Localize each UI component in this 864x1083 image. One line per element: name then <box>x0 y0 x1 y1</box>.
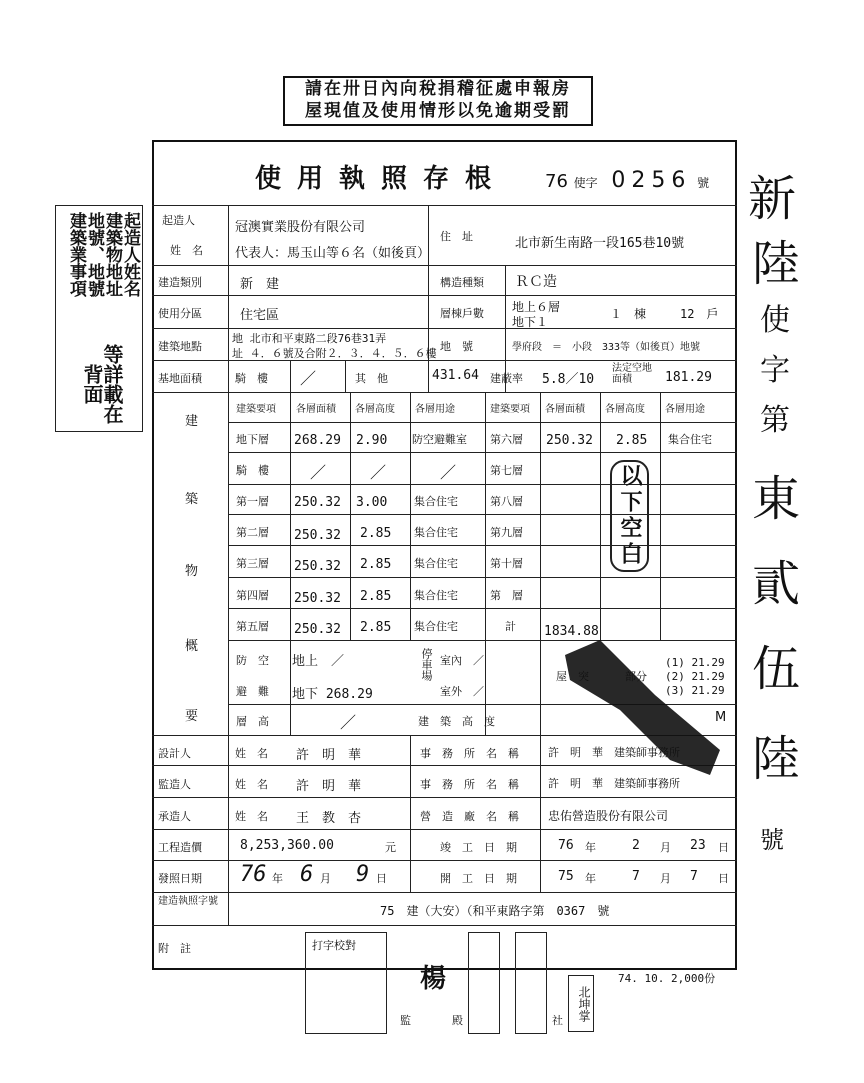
floor-height-value: ／ <box>340 713 357 732</box>
side-col-4: 建築業事項 <box>66 212 86 297</box>
row-l-5-area: 250.32 <box>294 591 341 606</box>
done-day: 23 <box>690 838 706 853</box>
coverage-label: 建蔽率 <box>490 372 523 385</box>
proof-stamp <box>305 932 387 1034</box>
shelter-above: 地上 ／ <box>292 654 345 669</box>
designer-office: 許 明 華 建築師事務所 <box>548 746 680 759</box>
issue-m: 月 <box>320 872 331 885</box>
row-r-5-item: 第 層 <box>490 589 523 602</box>
margin-char-1: 新 <box>748 171 797 227</box>
row-l-2-area: 250.32 <box>294 495 341 510</box>
issue-day: 9 <box>356 862 370 887</box>
side-info-box <box>55 205 143 432</box>
parking-in: 室內 ／ <box>440 654 484 667</box>
done-label: 竣 工 日 期 <box>440 841 517 854</box>
row-l-1-height: ／ <box>370 463 387 482</box>
notice-line-2: 屋現值及使用情形以免逾期受罰 <box>305 101 571 121</box>
done-y: 年 <box>585 841 596 854</box>
struct-label: 構造種類 <box>440 276 484 289</box>
owner-rep: 代表人：馬玉山等６名（如後頁） <box>235 246 431 261</box>
row-l-0-area: 268.29 <box>294 433 341 448</box>
shelter-below: 地下 268.29 <box>292 687 373 702</box>
owner-address: 北市新生南路一段165巷10號 <box>515 236 685 251</box>
owner-role-label: 起造人 <box>162 214 195 227</box>
row-r-6-item: 計 <box>505 620 516 633</box>
row-l-4-height: 2.85 <box>360 557 392 572</box>
floors-above: 地上６層 <box>512 300 561 314</box>
row-r-3-item: 第九層 <box>490 526 523 539</box>
issue-y: 年 <box>272 872 283 885</box>
margin-char-8: 伍 <box>752 641 801 697</box>
contractor-name-label: 姓 名 <box>235 810 268 823</box>
hdr-use-l: 各層用途 <box>415 404 455 415</box>
struct-value: ＲＣ造 <box>515 274 557 290</box>
seal-1 <box>468 932 500 1034</box>
row-l-1-item: 騎 樓 <box>236 464 269 477</box>
row-r-0-area: 250.32 <box>546 433 593 448</box>
row-l-1-area: ／ <box>310 463 327 482</box>
designer-label: 設計人 <box>158 747 191 760</box>
row-l-3-item: 第二層 <box>236 526 269 539</box>
cost-label: 工程造價 <box>158 841 202 854</box>
issue-year: 76 <box>240 862 267 887</box>
row-l-5-use: 集合住宅 <box>414 589 458 602</box>
floors-label: 層棟戶數 <box>440 307 484 320</box>
notes-label: 附 註 <box>158 942 191 955</box>
hdr-item-l: 建築要項 <box>236 404 276 415</box>
bldg-side-1: 建 <box>185 414 199 429</box>
shelter-label-1: 防 空 <box>236 654 269 667</box>
supervisor-office-label: 事 務 所 名 稱 <box>420 778 519 791</box>
location-label: 建築地點 <box>158 340 202 353</box>
supervisor-office: 許 明 華 建築師事務所 <box>548 777 680 790</box>
bldg-height-label: 建 築 高 度 <box>418 715 495 728</box>
usage-label: 使用分區 <box>158 307 202 320</box>
location-line1: 地 北市和平東路二段76巷31弄 <box>232 332 387 345</box>
seal-2 <box>515 932 547 1034</box>
supervisor-name: 許 明 華 <box>296 779 362 794</box>
row-l-4-item: 第三層 <box>236 557 269 570</box>
arcade-value: ／ <box>300 369 317 388</box>
designer-name: 許 明 華 <box>296 748 362 763</box>
roof-label: 屋 突 <box>556 670 589 683</box>
row-r-6-area: 1834.88 <box>544 624 599 639</box>
row-l-2-item: 第一層 <box>236 495 269 508</box>
start-m: 月 <box>660 872 671 885</box>
bldg-side-2: 築 <box>185 492 199 507</box>
row-l-4-use: 集合住宅 <box>414 557 458 570</box>
sign-3: 殿 <box>452 1014 463 1027</box>
cost-unit: 元 <box>385 841 396 854</box>
row-r-1-item: 第七層 <box>490 464 523 477</box>
permit-no: 0256 <box>611 168 692 193</box>
supervisor-label: 監造人 <box>158 778 191 791</box>
permit-number <box>545 168 709 193</box>
parking-out: 室外 ／ <box>440 685 484 698</box>
roof-sub: 部分 <box>625 670 647 683</box>
hdr-area-r: 各層面積 <box>545 404 585 415</box>
bldg-height-unit: M <box>715 710 727 725</box>
roof-value-2: (2) 21.29 <box>665 670 725 683</box>
done-m: 月 <box>660 841 671 854</box>
other-label: 其 他 <box>355 372 388 385</box>
row-l-3-use: 集合住宅 <box>414 526 458 539</box>
done-month: 2 <box>632 838 640 853</box>
shelter-label-2: 避 難 <box>236 685 269 698</box>
margin-char-3: 使 <box>760 303 790 338</box>
row-l-6-item: 第五層 <box>236 620 269 633</box>
bldg-side-3: 物 <box>185 564 199 579</box>
seal-3: 北坤掌 <box>568 975 594 1032</box>
other-value: 431.64 <box>432 368 479 383</box>
margin-char-7: 貳 <box>752 556 801 612</box>
designer-office-label: 事 務 所 名 稱 <box>420 747 519 760</box>
row-r-0-height: 2.85 <box>616 433 648 448</box>
floor-height-label: 層 高 <box>236 715 269 728</box>
margin-char-6: 東 <box>752 471 801 527</box>
row-l-3-area: 250.32 <box>294 528 341 543</box>
arcade-label: 騎 樓 <box>235 372 268 385</box>
designer-name-label: 姓 名 <box>235 747 268 760</box>
row-l-2-use: 集合住宅 <box>414 495 458 508</box>
margin-char-5: 第 <box>760 403 790 438</box>
print-note: 74. 10. 2,000份 <box>618 972 716 985</box>
row-l-1-use: ／ <box>440 463 457 482</box>
side-col-1: 起造人姓名 <box>120 212 140 297</box>
bldg-side-4: 概 <box>185 639 199 654</box>
area-label: 基地面積 <box>158 372 202 385</box>
hdr-height-l: 各層高度 <box>355 404 395 415</box>
margin-char-4: 字 <box>760 353 790 388</box>
buildings-count: １ 棟 <box>610 307 647 321</box>
cost-value: 8,253,360.00 <box>240 838 334 853</box>
row-l-0-use: 防空避難室 <box>412 433 467 446</box>
contractor-name: 王 教 杏 <box>296 811 362 826</box>
proof-stamp-text: 打字校對 <box>312 939 356 952</box>
tax-notice-stamp <box>283 76 593 126</box>
location-line2: 址 ４．６號及合附２．３．４．５．６樓 <box>232 347 437 360</box>
issue-d: 日 <box>376 872 387 885</box>
side-col-5: 等詳載在背面 <box>80 343 124 424</box>
hdr-item-r: 建築要項 <box>490 404 530 415</box>
row-l-0-height: 2.90 <box>356 433 388 448</box>
owner-name-label: 姓 名 <box>170 244 203 257</box>
start-year: 75 <box>558 869 574 884</box>
side-col-3: 地號、地號 <box>84 212 104 297</box>
margin-char-10: 號 <box>760 826 784 854</box>
bldg-side-5: 要 <box>185 709 199 724</box>
contractor-label: 承造人 <box>158 810 191 823</box>
category-value: 新 建 <box>240 277 280 292</box>
form-title: 使用執照存根 <box>255 164 508 194</box>
permit-year: 76 <box>545 171 568 192</box>
done-d: 日 <box>718 841 729 854</box>
license-text: 75 建（大安）（和平東路字第 0367 號 <box>380 904 610 918</box>
notice-line-1: 請在卅日內向稅捐稽征處申報房 <box>305 79 571 99</box>
margin-char-9: 陸 <box>752 731 801 787</box>
usage-value: 住宅區 <box>240 308 280 323</box>
lot-value: 學府段 ＝ 小段 333等（如後頁）地號 <box>512 342 701 353</box>
start-month: 7 <box>632 869 640 884</box>
row-l-5-item: 第四層 <box>236 589 269 602</box>
permit-type: 使字 <box>573 176 598 190</box>
supervisor-name-label: 姓 名 <box>235 778 268 791</box>
blank-below-note: 以下空白 <box>610 460 649 572</box>
sign-2: 監 <box>400 1014 411 1027</box>
row-r-4-item: 第十層 <box>490 557 523 570</box>
hdr-height-r: 各層高度 <box>605 404 645 415</box>
row-r-0-item: 第六層 <box>490 433 523 446</box>
legal-value: 181.29 <box>665 370 712 385</box>
issue-label: 發照日期 <box>158 872 202 885</box>
sign-4: 社 <box>552 1014 563 1027</box>
margin-char-2: 陸 <box>752 236 801 292</box>
roof-value-3: (3) 21.29 <box>665 684 725 697</box>
row-l-2-height: 3.00 <box>356 495 388 510</box>
row-l-5-height: 2.85 <box>360 589 392 604</box>
start-y: 年 <box>585 872 596 885</box>
parking-label: 停車場 <box>420 648 433 681</box>
done-year: 76 <box>558 838 574 853</box>
contractor-office-label: 營 造 廠 名 稱 <box>420 810 519 823</box>
row-l-6-height: 2.85 <box>360 620 392 635</box>
row-r-2-item: 第八層 <box>490 495 523 508</box>
legal-label: 法定空地面積 <box>612 363 652 385</box>
owner-addr-label: 住 址 <box>440 230 473 243</box>
units-count: 12 戶 <box>680 307 719 321</box>
license-label: 建造執照字號 <box>158 896 218 907</box>
owner-company: 冠澳實業股份有限公司 <box>235 220 366 235</box>
category-label: 建造類別 <box>158 276 202 289</box>
roof-value-1: (1) 21.29 <box>665 656 725 669</box>
row-l-4-area: 250.32 <box>294 559 341 574</box>
start-d: 日 <box>718 872 729 885</box>
lot-label: 地 號 <box>440 340 473 353</box>
sign-1: 楊 <box>420 964 447 994</box>
permit-suffix: 號 <box>697 176 710 190</box>
start-day: 7 <box>690 869 698 884</box>
row-l-3-height: 2.85 <box>360 526 392 541</box>
hdr-area-l: 各層面積 <box>296 404 336 415</box>
coverage-value: 5.8／10 <box>542 372 595 387</box>
row-r-0-use: 集合住宅 <box>668 433 712 446</box>
floors-below: 地下１ <box>512 315 549 329</box>
row-l-6-use: 集合住宅 <box>414 620 458 633</box>
contractor-office: 忠佑營造股份有限公司 <box>548 809 669 823</box>
issue-month: 6 <box>300 862 314 887</box>
hdr-use-r: 各層用途 <box>665 404 705 415</box>
start-label: 開 工 日 期 <box>440 872 517 885</box>
row-l-6-area: 250.32 <box>294 622 341 637</box>
side-col-2: 建築物地址 <box>102 212 122 297</box>
row-l-0-item: 地下層 <box>236 433 269 446</box>
